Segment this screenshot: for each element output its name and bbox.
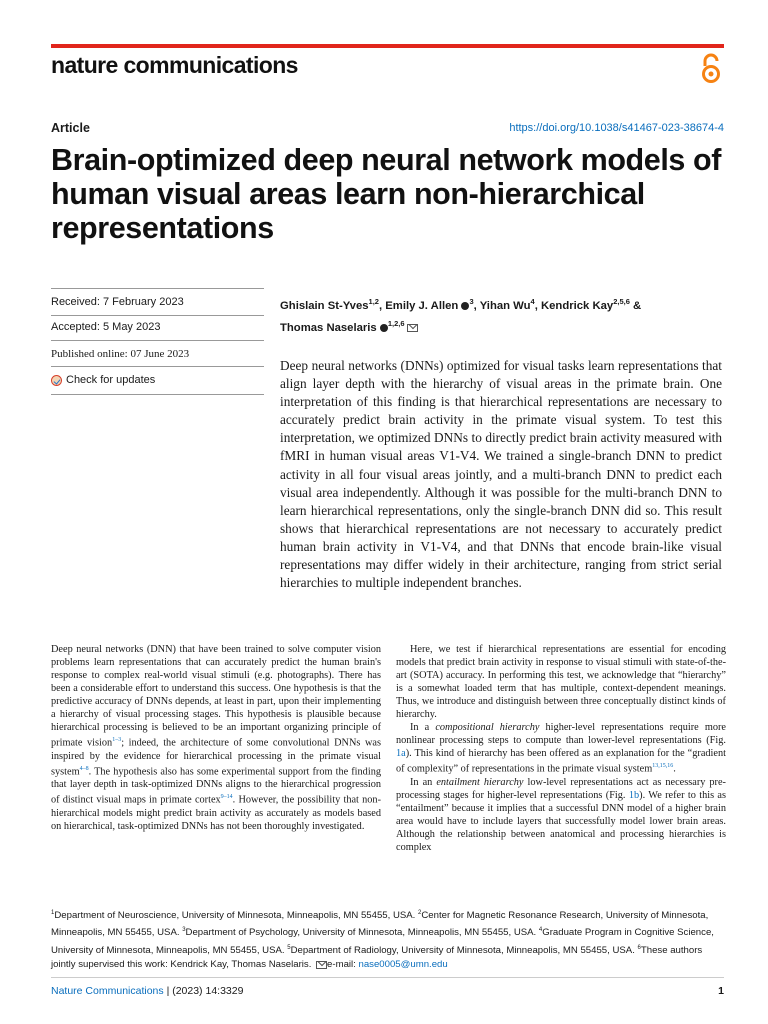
author-affil: 2,5,6 [613,297,630,306]
email-label: e-mail: [327,959,359,971]
orcid-icon[interactable] [380,324,388,332]
check-for-updates-button[interactable] [51,374,264,386]
footer-volume: | (2023) 14:3329 [166,985,244,997]
affil-number: 4 [538,927,543,934]
body-paragraph [396,721,726,776]
affil-number: 6 [637,944,641,951]
journal-name: nature communications [51,52,298,78]
body-text: low-level representations act as necessary pre-processing stages for higher-level representations (Fig. [396,776,726,801]
meta-divider [51,340,264,341]
author-name[interactable]: Emily J. Allen [385,299,459,312]
article-meta [51,288,264,398]
author-affil: 1,2,6 [387,318,405,328]
article-title: Brain-optimized deep neural network models of human visual areas learn non-hierarchical representations [51,143,722,245]
affil-text: Department of Radiology, University of Minnesota, Minneapolis, MN 55455, USA. [290,945,638,957]
affil-text: Center for Magnetic Resonance Research, University of Minnesota, Minneapolis, MN 55455, USA. [51,910,709,939]
affil-number: 5 [287,944,291,951]
term-emphasis: entailment hierarchy [436,776,524,788]
affil-number: 2 [418,910,422,916]
body-column-left [51,643,381,833]
body-text: . The hypothesis also has some experimental support from the finding that layer depth in task-optimized DNNs aligns to the hierarchical progression of distinct visual maps in primate cortex [51,766,381,806]
footer-journal-link[interactable]: Nature Communications [51,985,164,997]
meta-divider [51,394,264,395]
footer-divider [51,977,724,978]
body-column-right [396,643,726,854]
body-text: ). We refer to this as “entailment” because it implies that a successful DNN model of a higher brain area would have to include layers that successfully model lower brain areas. Although the relationship between anatomical and processing hierarchies is complex [396,789,726,854]
open-access-icon [700,53,722,85]
affil-text: Department of Neuroscience, University of Minnesota, Minneapolis, MN 55455, USA. [54,910,419,922]
author-name[interactable]: Yihan Wu [479,299,531,312]
abstract: Deep neural networks (DNNs) optimized for visual tasks learn representations that align layer depth with the hierarchy of visual areas in the primate brain. One interpretation of this finding is that hierarchical representations are necessary to accurately predict brain activity in the primate visual system. To test this interpretation, we optimized DNNs to directly predict brain activity measured with fMRI in human visual areas V1-V4. We trained a single-branch DNN to predict activity in all four visual areas jointly, and a multi-branch DNN to predict each visual area independently. Although it was possible for the multi-branch DNN to learn hierarchical representations, only the single-branch DNN did so. This result shows that hierarchical representations are not necessary to accurately predict human brain activity in V1-V4, and that DNNs that encode brain-like visual representations may differ widely in their architecture, ranging from strict serial hierarchies to multiple independent branches. [280,358,722,591]
author-name[interactable]: Thomas Naselaris [280,321,377,334]
citation-ref[interactable]: 4–8 [79,765,89,772]
body-text: higher-level representations require more nonlinear processing steps to compute than lower-level representations (Fig. [396,722,726,747]
citation-ref[interactable]: 1–3 [112,737,122,744]
check-updates-label: Check for updates [66,374,156,386]
figure-ref[interactable]: 1a [396,748,406,760]
figure-ref[interactable]: 1b [628,789,640,801]
author-affil: 4 [530,297,535,306]
page-number: 1 [718,985,724,997]
header-red-rule [51,44,724,48]
email-link[interactable]: nase0005@umn.edu [358,959,448,971]
footer-citation [51,985,243,997]
affil-number: 3 [182,927,186,934]
body-text: In a [410,722,436,734]
body-paragraph [51,643,381,833]
body-paragraph: Here, we test if hierarchical representations are essential for encoding models that predict brain activity in response to visual stimuli with state-of-the-art (SOTA) accuracy. In performing this test, we acknowledge that “hierarchy” is a somewhat loaded term that has multiple, context-dependent meanings. Thus, we introduce and distinguish between three conceptually distinct kinds of hierarchy. [396,644,726,721]
author-affil: 1,2 [368,297,379,306]
body-paragraph [396,776,726,854]
body-text: In an [410,776,437,788]
body-text: ). This kind of hierarchy has been offered as an explanation for the “gradient of complexity” of representations in the primate visual system [396,748,726,775]
orcid-icon[interactable] [461,302,469,310]
author-affil: 3 [469,297,474,306]
meta-divider [51,315,264,316]
author-name[interactable]: Kendrick Kay [540,299,614,312]
accepted-date: Accepted: 5 May 2023 [51,321,161,333]
affil-text: Graduate Program in Cognitive Science, University of Minnesota, Minneapolis, MN 55455, USA. [51,927,714,957]
term-emphasis: compositional hierarchy [435,722,540,734]
affil-text: Department of Psychology, University of Minnesota, Minneapolis, MN 55455, USA. [185,927,539,939]
body-text: Deep neural networks (DNN) that have been trained to solve computer vision problems learn representations that can accurately predict the human brain's response to complex real-world visual stimuli (e.g. photographs). There has been a considerable effort to understand this success. One hypothesis is that the predictive accuracy of DNNs depends, at least in part, upon their implementing a hierarchy of visual processing stages. This hypothesis is plausible because hierarchical processing is believed to be an important organizing principle of primate vision [51,644,381,749]
author-list: Ghislain St-Yves$^{1,2}$, Emily J. Allen $^3$, Yihan Wu$^4$, Kendrick Kay$^{2,5,6}$ & Thomas Naselaris $^{1,2,6}$ [280,297,642,334]
received-date: Received: 7 February 2023 [51,296,184,308]
affil-text: These authors jointly supervised this work: Kendrick Kay, Thomas Naselaris. [51,945,703,971]
email-icon [316,961,327,969]
article-type: Article [51,121,90,135]
meta-divider [51,366,264,367]
published-date: Published online: 07 June 2023 [51,348,190,360]
author-name[interactable]: Ghislain St-Yves [280,299,369,312]
citation-ref[interactable]: 9–14 [220,794,233,801]
check-updates-icon [51,375,62,386]
doi-link[interactable]: https://doi.org/10.1038/s41467-023-38674-4 [509,122,724,134]
body-text: . [673,763,676,775]
body-text: ; indeed, the architecture of some convolutional DNNs was inspired by the evidence for hierarchical processing in the primate visual system [51,737,381,778]
citation-ref[interactable]: 13,15,16 [652,763,674,770]
meta-divider [51,288,264,289]
affiliations [51,906,721,973]
affil-number: 1 [51,910,55,916]
email-icon[interactable] [407,324,418,332]
body-text: . However, the possibility that non-hierarchical models might predict brain activity as accurately as models based on hierarchical, task-optimized DNNs has not been thoroughly investigated. [51,794,381,832]
